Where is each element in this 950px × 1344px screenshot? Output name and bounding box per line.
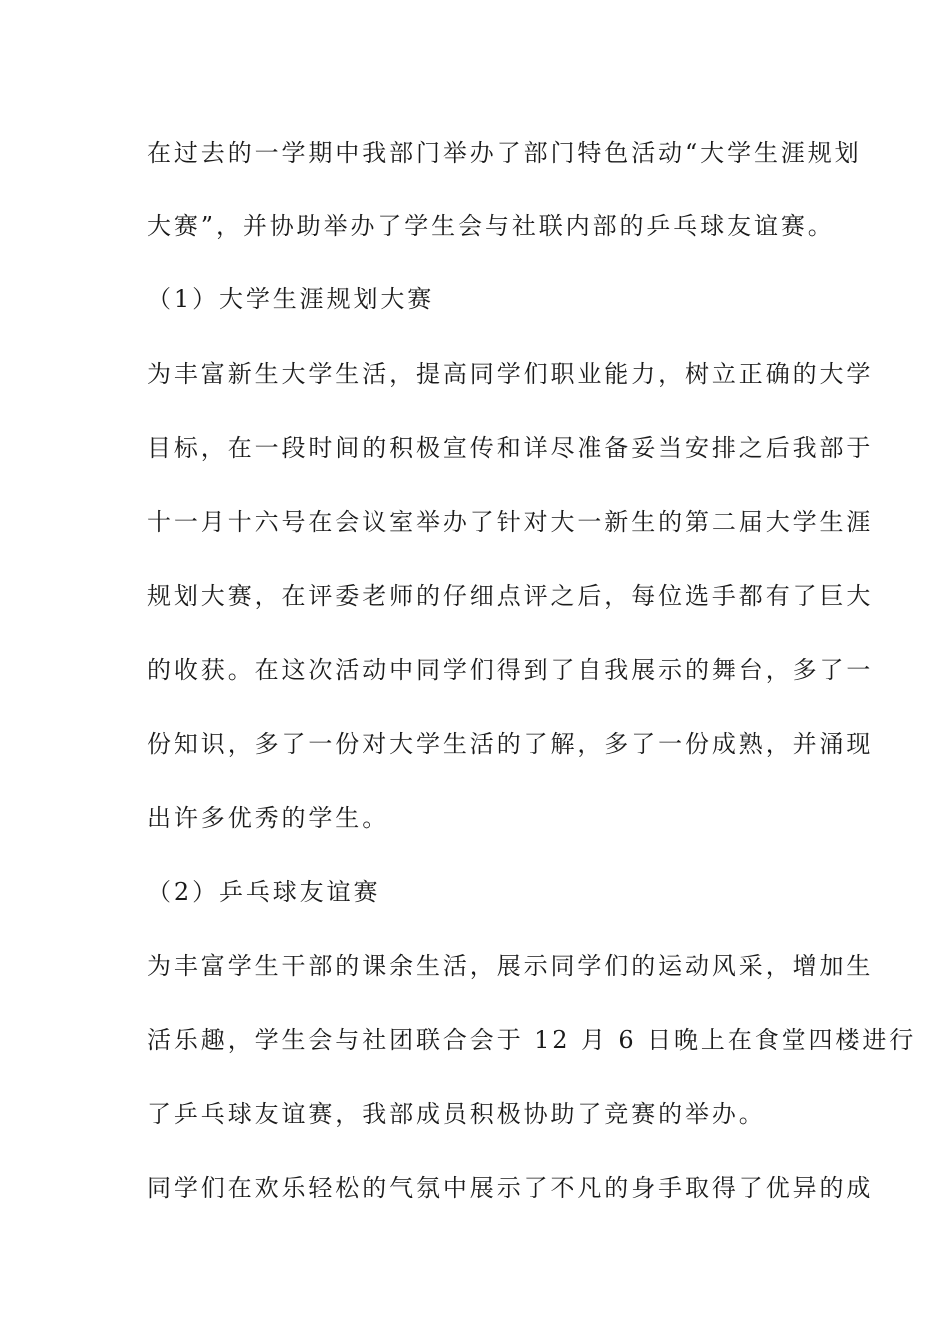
paragraph-line: 为丰富学生干部的课余生活，展示同学们的运动风采，增加生: [147, 952, 874, 980]
paragraph-line: 出许多优秀的学生。: [147, 804, 390, 832]
section-heading: （1）大学生涯规划大赛: [147, 285, 435, 313]
paragraph-line: 规划大赛，在评委老师的仔细点评之后，每位选手都有了巨大: [147, 582, 874, 610]
paragraph-line: 十一月十六号在会议室举办了针对大一新生的第二届大学生涯: [147, 508, 874, 536]
paragraph-line: 目标，在一段时间的积极宣传和详尽准备妥当安排之后我部于: [147, 434, 874, 462]
paragraph-line: 了乒乓球友谊赛，我部成员积极协助了竞赛的举办。: [147, 1100, 766, 1128]
paragraph-line: 在过去的一学期中我部门举办了部门特色活动“大学生涯规划: [147, 139, 862, 167]
paragraph-line: 的收获。在这次活动中同学们得到了自我展示的舞台，多了一: [147, 656, 874, 684]
paragraph-line: 活乐趣，学生会与社团联合会于 12 月 6 日晚上在食堂四楼进行: [147, 1026, 917, 1054]
paragraph-line: 份知识，多了一份对大学生活的了解，多了一份成熟，并涌现: [147, 730, 874, 758]
paragraph-line: 为丰富新生大学生活，提高同学们职业能力，树立正确的大学: [147, 360, 874, 388]
paragraph-line: 大赛”，并协助举办了学生会与社联内部的乒乓球友谊赛。: [147, 212, 835, 240]
section-heading: （2）乒乓球友谊赛: [147, 878, 381, 906]
paragraph-line: 同学们在欢乐轻松的气氛中展示了不凡的身手取得了优异的成: [147, 1174, 874, 1202]
